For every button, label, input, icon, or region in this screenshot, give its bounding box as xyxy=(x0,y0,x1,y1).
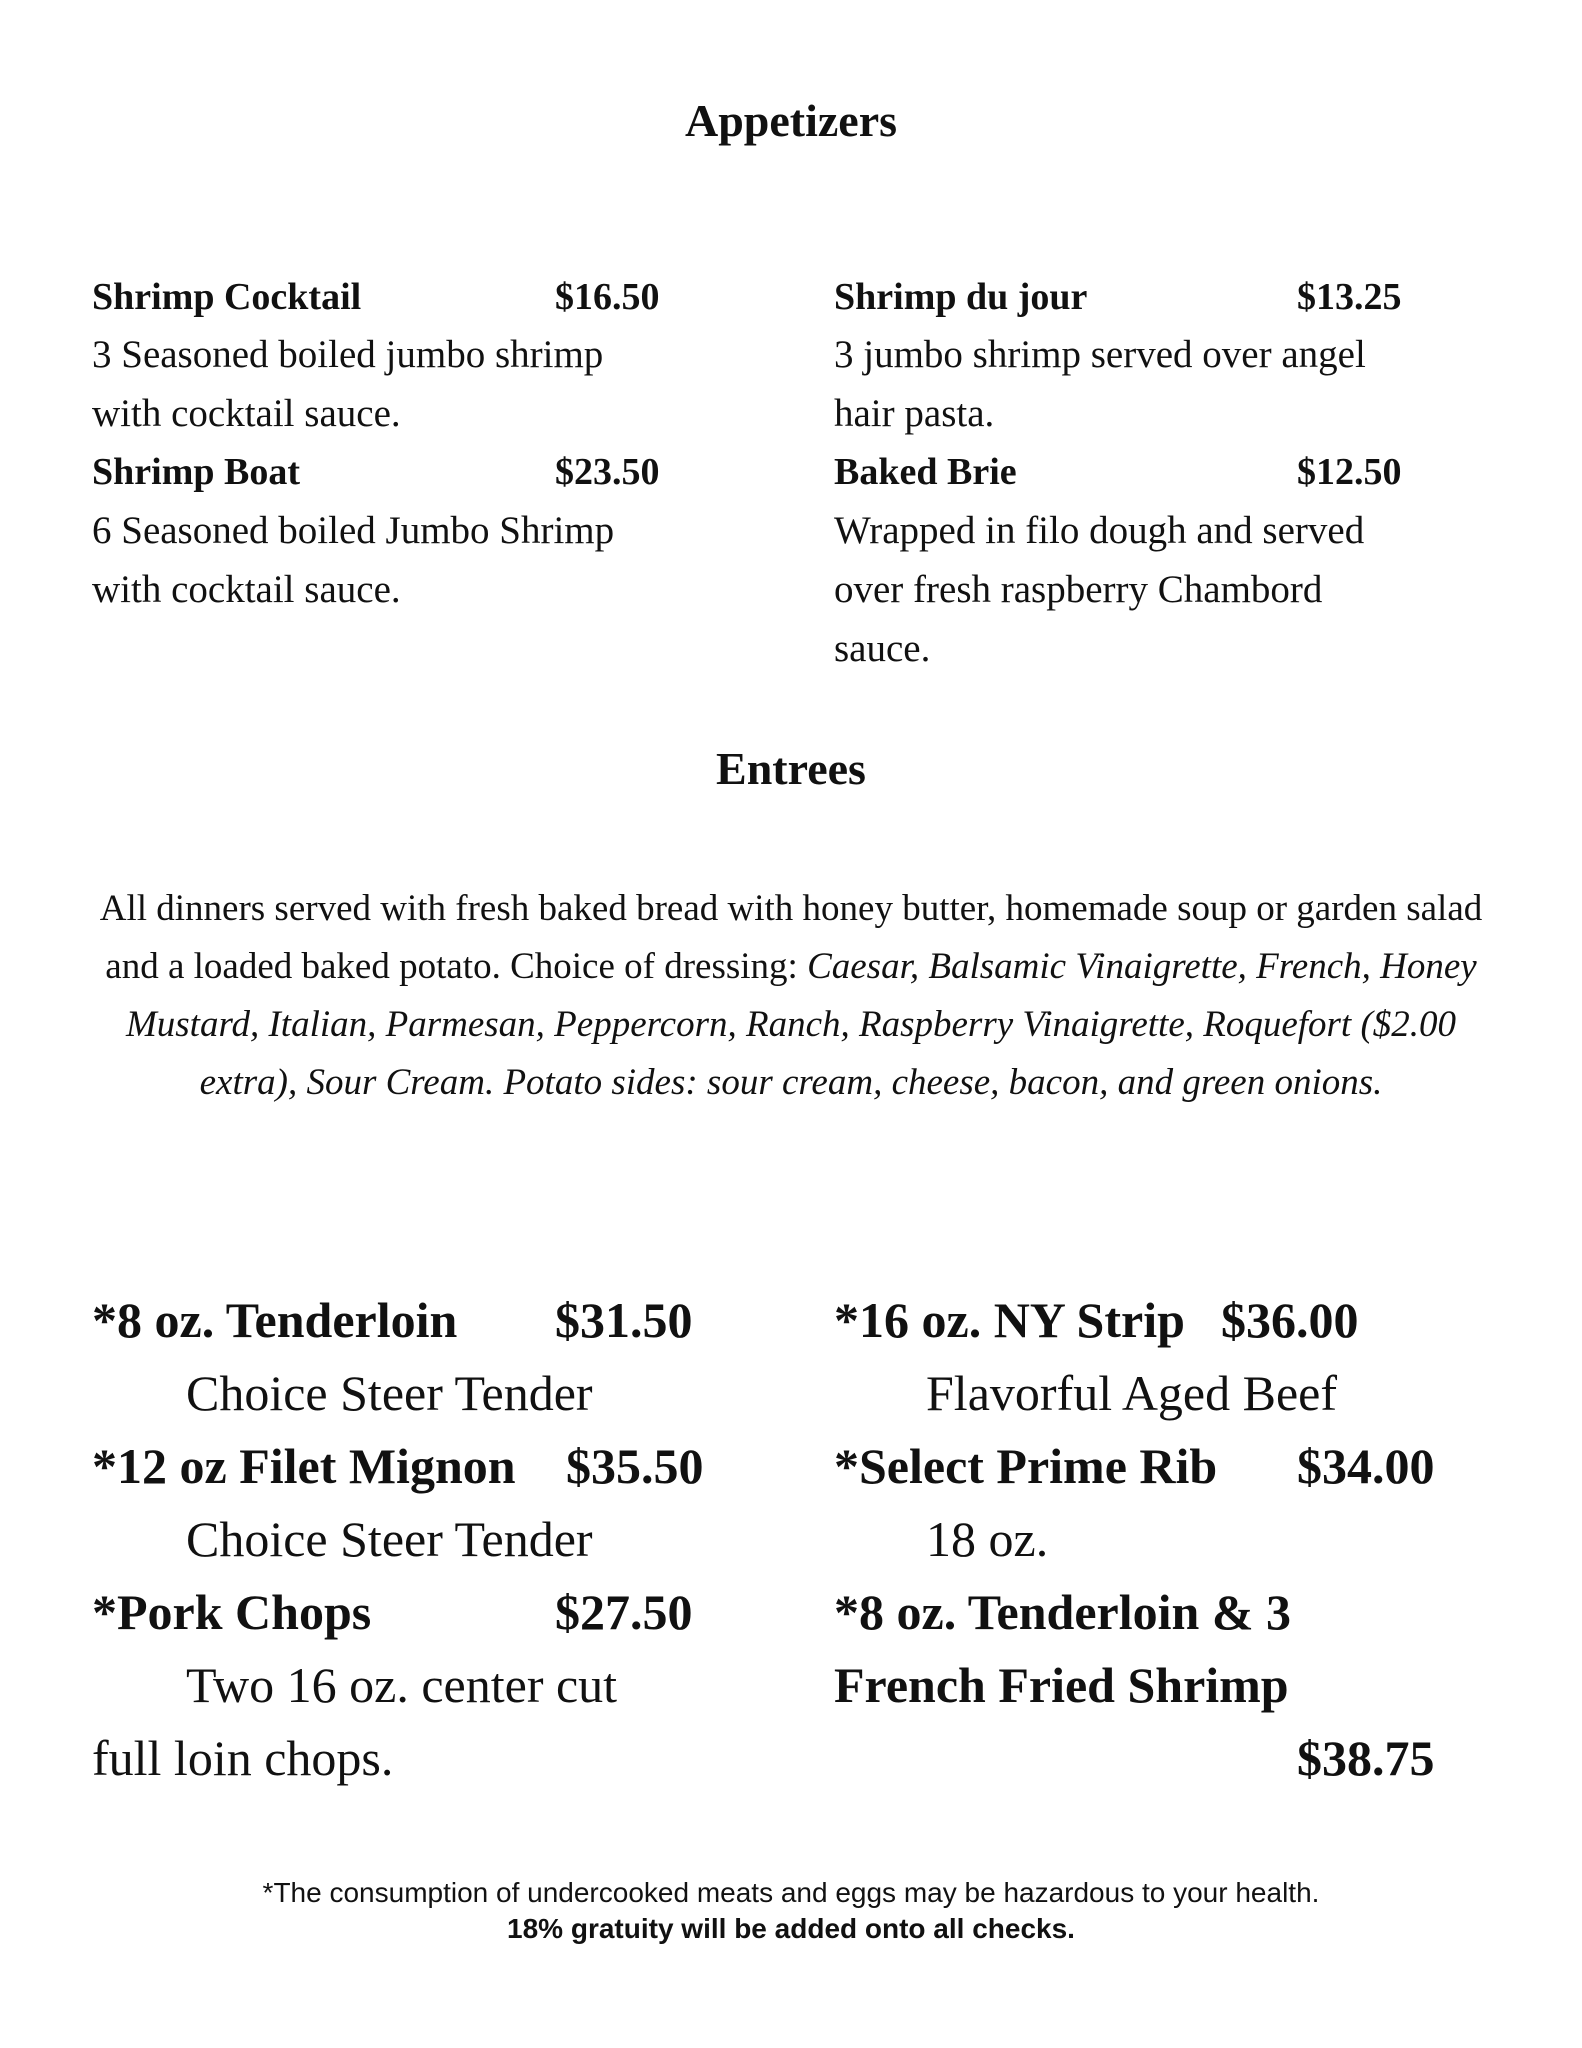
entree-price: $27.50 xyxy=(555,1584,693,1640)
health-disclaimer: *The consumption of undercooked meats and eggs may be hazardous to your health. xyxy=(262,1877,1320,1908)
entrees-heading: Entrees xyxy=(716,743,866,794)
intro-text: All dinners served with fresh baked bread with honey butter, homemade soup or garden salad and a loaded baked potato. Choice of dressing: xyxy=(99,888,1483,987)
entrees-intro xyxy=(90,880,1492,1112)
entree-description: full loin chops. xyxy=(92,1730,394,1786)
entree-description: Choice Steer Tender xyxy=(186,1511,593,1567)
description-line: over fresh raspberry Chambord xyxy=(834,568,1323,611)
entree-name: *Pork Chops xyxy=(92,1584,372,1640)
appetizers-heading: Appetizers xyxy=(684,95,898,146)
appetizer-description xyxy=(834,325,1494,443)
description-line: with cocktail sauce. xyxy=(92,568,401,611)
entree-name: *Select Prime Rib xyxy=(834,1438,1218,1494)
description-line: 3 Seasoned boiled jumbo shrimp xyxy=(92,333,604,376)
entree-description: 18 oz. xyxy=(926,1511,1049,1567)
entree-description: Choice Steer Tender xyxy=(186,1365,593,1421)
appetizer-description xyxy=(92,325,732,443)
appetizer-name: Shrimp Boat xyxy=(92,451,300,493)
description-line: sauce. xyxy=(834,627,931,670)
intro-dressing-options: Caesar, Balsamic Vinaigrette, French, Honey Mustard, Italian, Parmesan, Peppercorn, Ranch, Raspberry Vinaigrette, Roquefort ($2.00 extra), Sour Cream. Potato sides: sour cream, cheese, bacon, and green onions. xyxy=(125,946,1477,1103)
entree-name: *8 oz. Tenderloin xyxy=(92,1292,458,1348)
appetizer-description xyxy=(834,501,1494,678)
appetizer-price: $13.25 xyxy=(1297,276,1402,318)
appetizer-price: $12.50 xyxy=(1297,451,1402,493)
entree-price: $34.00 xyxy=(1297,1438,1435,1494)
appetizer-name: Shrimp Cocktail xyxy=(92,276,362,318)
entree-price: $38.75 xyxy=(1297,1730,1435,1786)
appetizer-name: Baked Brie xyxy=(834,451,1017,493)
gratuity-notice: 18% gratuity will be added onto all checks. xyxy=(507,1913,1075,1944)
description-line: 3 jumbo shrimp served over angel xyxy=(834,333,1366,376)
entree-description: Flavorful Aged Beef xyxy=(926,1365,1338,1421)
description-line: Wrapped in filo dough and served xyxy=(834,509,1365,552)
entree-name: *8 oz. Tenderloin & 3 xyxy=(834,1584,1291,1640)
entree-price: $31.50 xyxy=(555,1292,693,1348)
description-line: with cocktail sauce. xyxy=(92,392,401,435)
entree-price: $36.00 xyxy=(1221,1292,1359,1348)
entree-name: *16 oz. NY Strip xyxy=(834,1292,1185,1348)
entree-name: *12 oz Filet Mignon xyxy=(92,1438,516,1494)
entree-price: $35.50 xyxy=(566,1438,704,1494)
description-line: hair pasta. xyxy=(834,392,995,435)
entree-name: French Fried Shrimp xyxy=(834,1657,1289,1713)
appetizer-description xyxy=(92,501,732,619)
appetizer-name: Shrimp du jour xyxy=(834,276,1088,318)
description-line: 6 Seasoned boiled Jumbo Shrimp xyxy=(92,509,615,552)
appetizer-price: $23.50 xyxy=(555,451,660,493)
appetizer-price: $16.50 xyxy=(555,276,660,318)
entree-description: Two 16 oz. center cut xyxy=(186,1657,618,1713)
